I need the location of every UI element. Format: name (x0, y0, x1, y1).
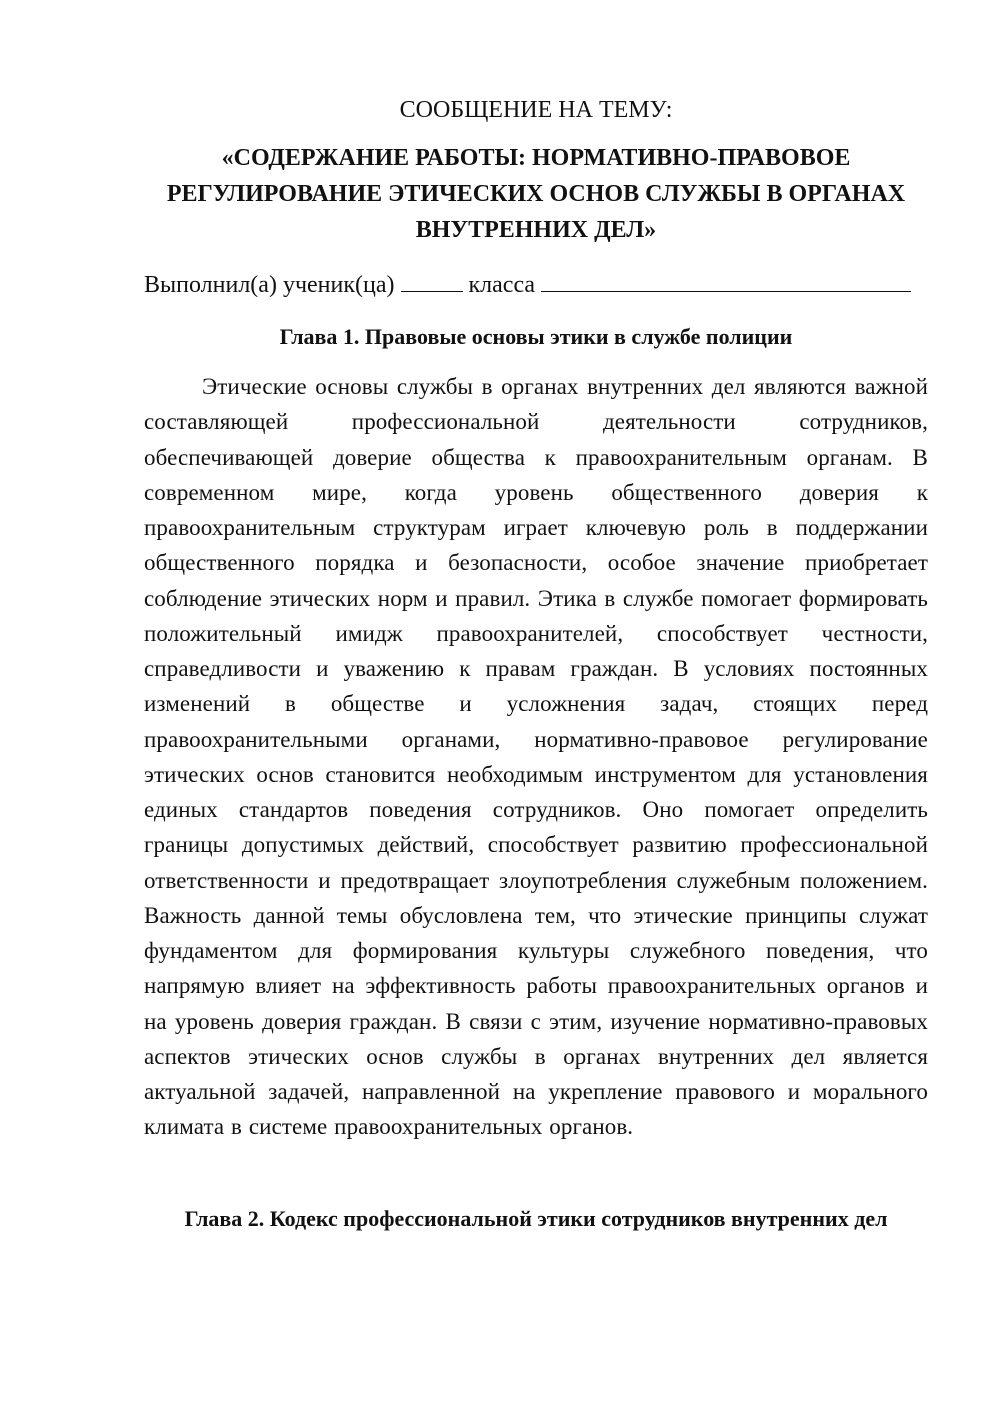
topic-line: РЕГУЛИРОВАНИЕ ЭТИЧЕСКИХ ОСНОВ СЛУЖБЫ В ОРГАНАХ (166, 181, 906, 207)
chapter-1-paragraph: Этические основы службы в органах внутренних дел являются важной составляющей профессиональной деятельности сотрудников, обеспечивающей доверие общества к правоохранительным органам. В современном мире, когда уровень общественного доверия к правоохранительным структурам играет ключевую роль в поддержании общественного порядка и безопасности, особое значение приобретает соблюдение этических норм и правил. Этика в службе помогает формировать положительный имидж правоохранителей, способствует честности, справедливости и уважению к правам граждан. В условиях постоянных изменений в обществе и усложнения задач, стоящих перед правоохранительными органами, нормативно-правовое регулирование этических основ становится необходимым инструментом для установления единых стандартов поведения сотрудников. Оно помогает определить границы допустимых действий, способствует развитию профессиональной ответственности и предотвращает злоупотребления служебным положением. Важность данной темы обусловлена тем, что этические принципы служат фундаментом для формирования культуры служебного поведения, что напрямую влияет на эффективность работы правоохранительных органов и на уровень доверия граждан. В связи с этим, изучение нормативно-правовых аспектов этических основ службы в органах внутренних дел является актуальной задачей, направленной на укрепление правового и морального климата в системе правоохранительных органов. (144, 374, 928, 1140)
class-label: класса (468, 272, 536, 298)
name-blank (541, 267, 911, 292)
signature-prefix: Выполнил(а) ученик(ца) (144, 272, 395, 298)
topic-line: ВНУТРЕННИХ ДЕЛ» (415, 217, 657, 243)
topic-line: «СОДЕРЖАНИЕ РАБОТЫ: НОРМАТИВНО-ПРАВОВОЕ (221, 145, 851, 171)
chapter-1-heading: Глава 1. Правовые основы этики в службе полиции (279, 324, 793, 349)
chapter-2-heading: Глава 2. Кодекс профессиональной этики сотрудников внутренних дел (184, 1206, 888, 1231)
signature-line (144, 267, 944, 301)
document-title: СООБЩЕНИЕ НА ТЕМУ: (399, 97, 673, 123)
class-blank (401, 267, 463, 292)
document-topic (144, 140, 928, 248)
